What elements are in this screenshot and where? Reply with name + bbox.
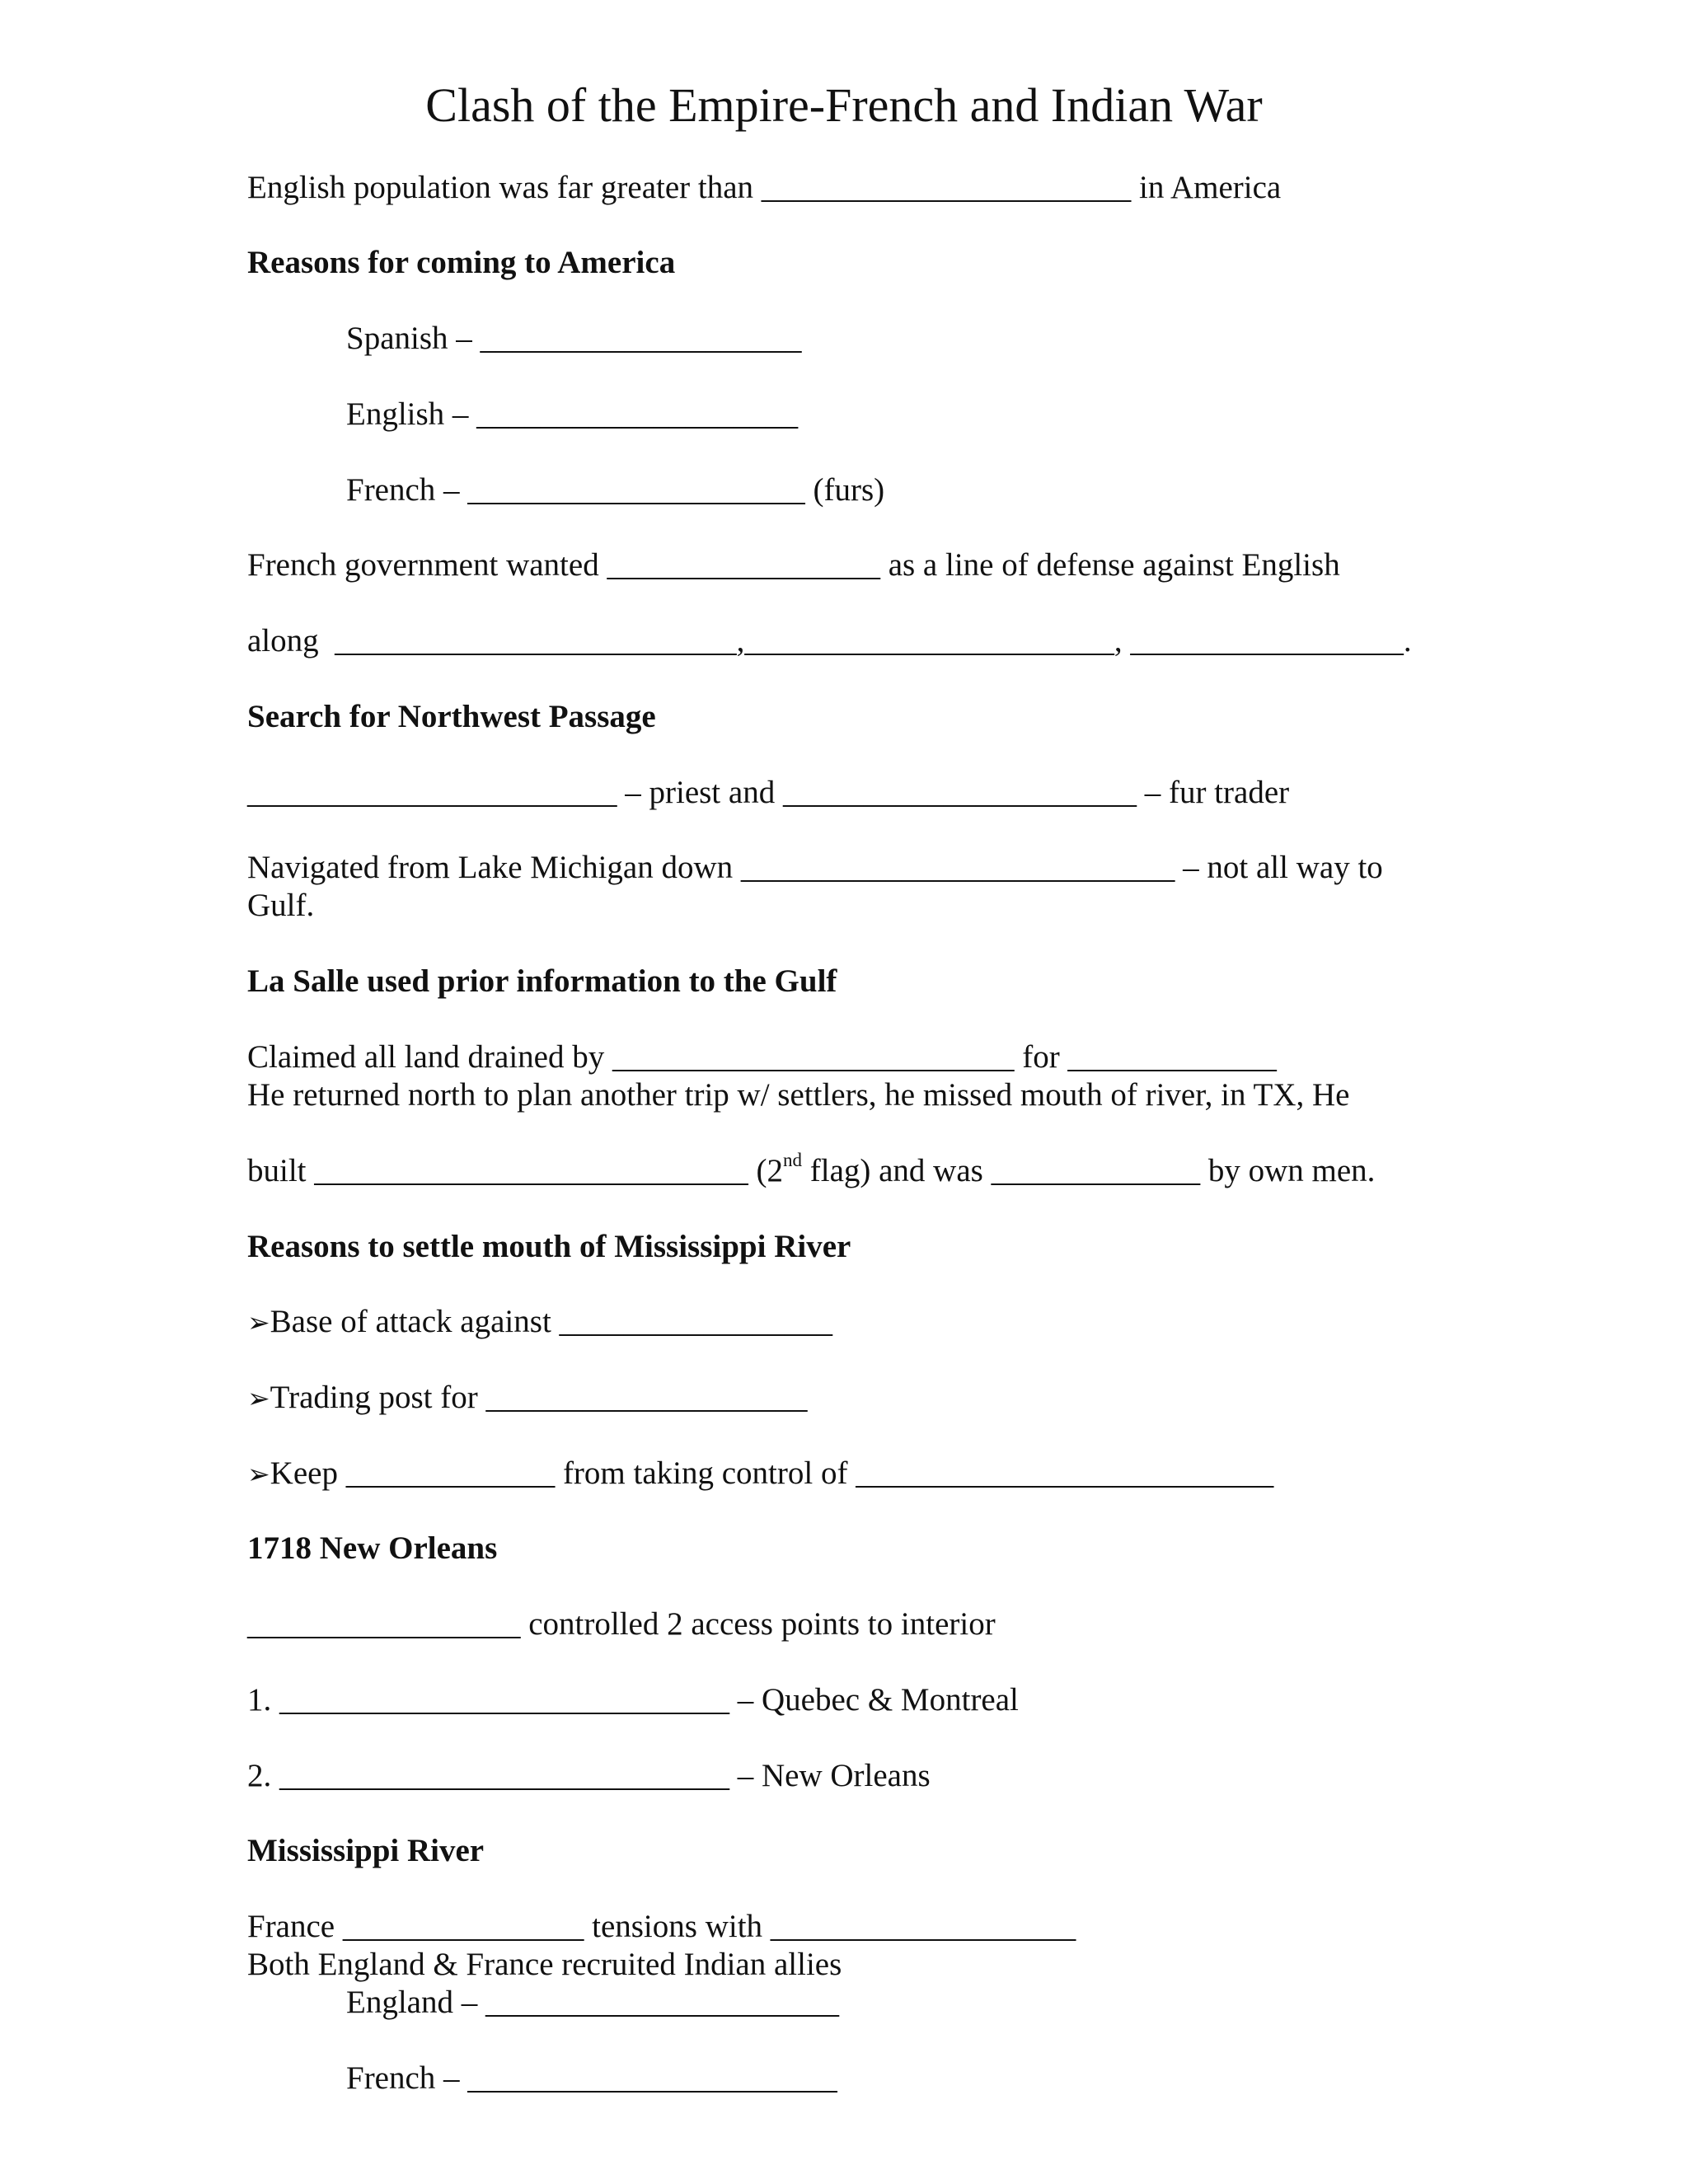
english-line: English – ____________________ (346, 396, 799, 432)
bullet-keep (247, 1455, 1273, 1494)
claimed-line: Claimed all land drained by _________________________ for _____________ (247, 1039, 1277, 1075)
arrow-bullet-icon: ➢ (247, 1385, 270, 1414)
heading-la-salle: La Salle used prior information to the Gulf (247, 963, 837, 999)
navigated-line-cont: Gulf. (247, 888, 315, 923)
priest-trader-line: _______________________ – priest and ______________________ – fur trader (247, 775, 1290, 810)
tensions-line: France _______________ tensions with ___________________ (247, 1909, 1076, 1944)
returned-line: He returned north to plan another trip w/ settlers, he missed mouth of river, in TX, He (247, 1077, 1350, 1113)
ordinal-suffix: nd (783, 1150, 802, 1170)
along-line: along _________________________,_______________________, _________________. (247, 623, 1412, 658)
heading-northwest-passage: Search for Northwest Passage (247, 699, 656, 734)
bullet-trading (247, 1379, 807, 1418)
french-allies-line: French – _______________________ (346, 2060, 837, 2096)
built-line-part-a: built ___________________________ (2 (247, 1153, 783, 1188)
french-line: French – _____________________ (furs) (346, 472, 885, 508)
bullet-base-text: Base of attack against _________________ (270, 1304, 833, 1339)
access-point-2: 2. ____________________________ – New Orleans (247, 1758, 931, 1793)
england-allies-line: England – ______________________ (346, 1985, 839, 2020)
french-government-line: French government wanted _________________ as a line of defense against English (247, 547, 1340, 583)
arrow-bullet-icon: ➢ (247, 1460, 270, 1490)
spanish-line: Spanish – ____________________ (346, 321, 802, 356)
built-line-part-b: flag) and was _____________ by own men. (802, 1153, 1376, 1188)
bullet-trading-text: Trading post for ____________________ (270, 1380, 808, 1415)
heading-reasons-coming: Reasons for coming to America (247, 245, 676, 280)
controlled-line: _________________ controlled 2 access points to interior (247, 1606, 996, 1642)
bullet-base (247, 1303, 832, 1343)
heading-reasons-settle: Reasons to settle mouth of Mississippi River (247, 1229, 851, 1264)
built-line (247, 1152, 1375, 1190)
access-point-1: 1. ____________________________ – Quebec & Montreal (247, 1682, 1019, 1718)
navigated-line: Navigated from Lake Michigan down ___________________________ – not all way to (247, 850, 1383, 885)
heading-new-orleans: 1718 New Orleans (247, 1530, 498, 1566)
indian-allies-line: Both England & France recruited Indian allies (247, 1947, 842, 1982)
arrow-bullet-icon: ➢ (247, 1309, 270, 1338)
page-title: Clash of the Empire-French and Indian War (425, 78, 1263, 132)
population-line: English population was far greater than _______________________ in America (247, 170, 1282, 205)
bullet-keep-text: Keep _____________ from taking control of __________________________ (270, 1455, 1274, 1491)
heading-mississippi-river: Mississippi River (247, 1833, 485, 1868)
